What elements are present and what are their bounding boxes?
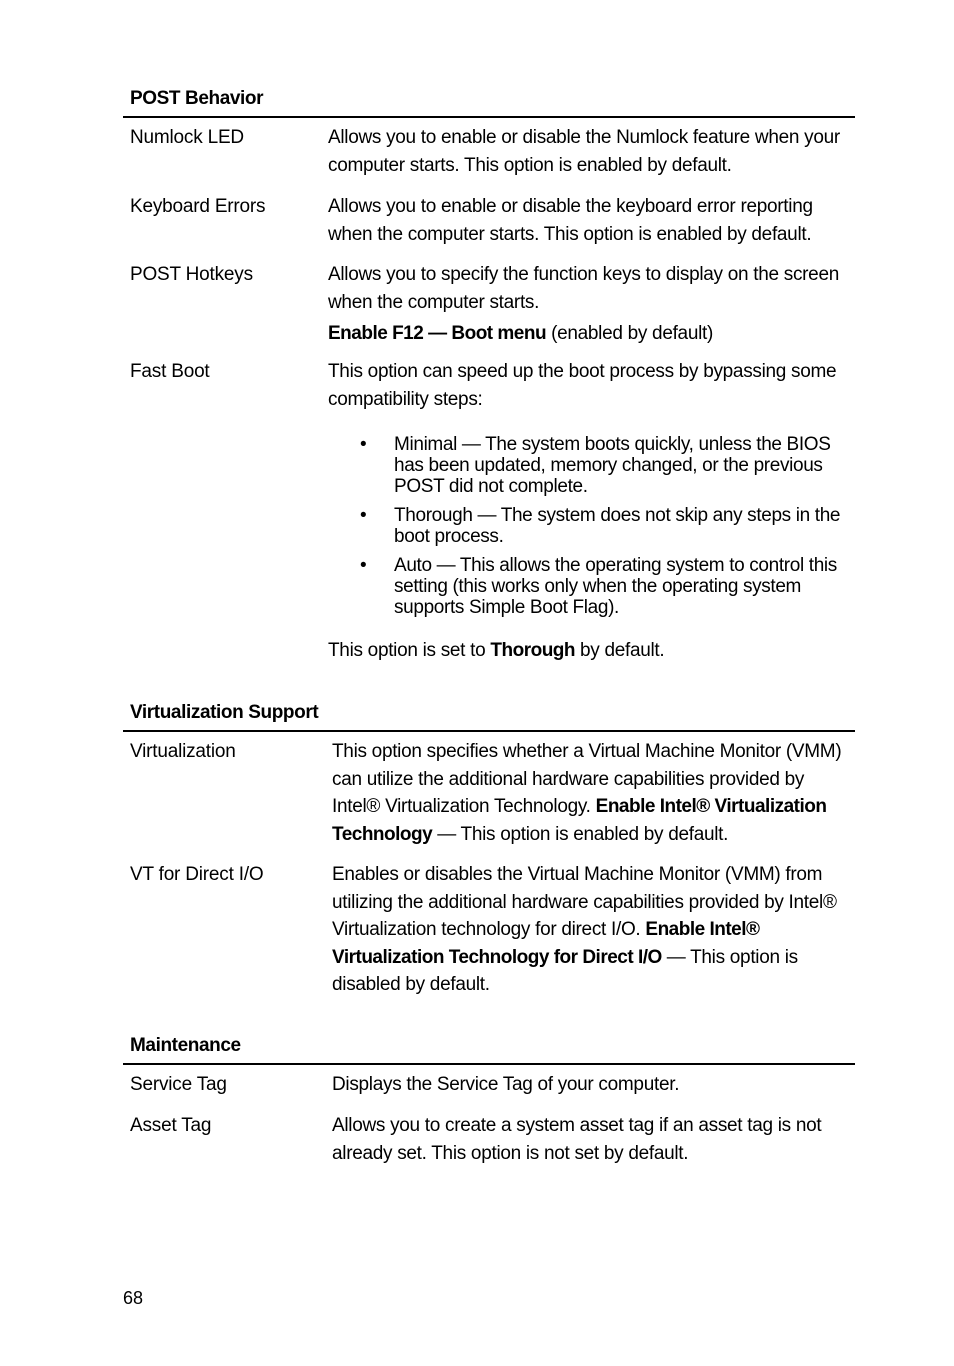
post-hotkeys-option-bold: Enable F12 — Boot menu bbox=[328, 323, 547, 344]
term-keyboard-errors: Keyboard Errors bbox=[130, 196, 266, 217]
desc-post-hotkeys: Allows you to specify the function keys to display on the screen when the computer starts. bbox=[328, 264, 839, 313]
term-numlock-led: Numlock LED bbox=[130, 127, 244, 148]
bullet-icon: • bbox=[360, 434, 367, 455]
post-hotkeys-option-rest: (enabled by default) bbox=[546, 323, 714, 344]
page-number: 68 bbox=[123, 1288, 144, 1308]
term-service-tag: Service Tag bbox=[130, 1074, 227, 1095]
desc-service-tag: Displays the Service Tag of your computer. bbox=[332, 1074, 680, 1095]
fast-boot-default-post: by default. bbox=[575, 640, 665, 661]
list-item bbox=[360, 505, 852, 547]
section-title-virtualization-support: Virtualization Support bbox=[130, 702, 319, 723]
term-vt-direct-io: VT for Direct I/O bbox=[130, 864, 264, 885]
desc-virtualization-option: Enable Intel® Virtualization Technology bbox=[332, 796, 827, 845]
desc-vt-direct-io-pre: Enables or disables the Virtual Machine Monitor (VMM) from utilizing the additional hardware capabilities provided by Intel® Virtualization technology for direct I/O. bbox=[332, 864, 837, 940]
list-item-text: Minimal — The system boots quickly, unless the BIOS has been updated, memory changed, or the previous POST did not complete. bbox=[394, 434, 831, 497]
desc-virtualization bbox=[332, 738, 844, 848]
fast-boot-default-value: Thorough bbox=[490, 640, 576, 661]
section-divider bbox=[123, 730, 855, 732]
bullet-icon: • bbox=[360, 555, 367, 576]
desc-virtualization-post: — This option is enabled by default. bbox=[432, 823, 729, 845]
list-item-text: Thorough — The system does not skip any steps in the boot process. bbox=[394, 505, 841, 547]
desc-virtualization-pre: This option specifies whether a Virtual Machine Monitor (VMM) can utilize the additional hardware capabilities provided by Intel® Virtualization Technology. bbox=[332, 741, 842, 817]
term-virtualization: Virtualization bbox=[130, 741, 236, 762]
section-divider bbox=[123, 1063, 855, 1065]
section-divider bbox=[123, 116, 855, 118]
desc-vt-direct-io-post: — This option is disabled by default. bbox=[332, 946, 798, 995]
desc-asset-tag: Allows you to create a system asset tag if an asset tag is not already set. This option is not set by default. bbox=[332, 1115, 822, 1164]
bullet-icon: • bbox=[360, 505, 367, 526]
section-title-post-behavior: POST Behavior bbox=[130, 88, 264, 109]
post-hotkeys-option bbox=[328, 320, 853, 348]
term-fast-boot: Fast Boot bbox=[130, 361, 210, 382]
fast-boot-default bbox=[328, 637, 853, 665]
desc-keyboard-errors: Allows you to enable or disable the keyboard error reporting when the computer starts. This option is enabled by default. bbox=[328, 196, 813, 245]
desc-numlock-led: Allows you to enable or disable the Numlock feature when your computer starts. This option is enabled by default. bbox=[328, 127, 840, 176]
desc-fast-boot: This option can speed up the boot process by bypassing some compatibility steps: bbox=[328, 361, 837, 410]
desc-vt-direct-io bbox=[332, 861, 837, 999]
fast-boot-default-pre: This option is set to bbox=[328, 640, 491, 661]
list-item-text: Auto — This allows the operating system to control this setting (this works only when the operating system supports Simple Boot Flag). bbox=[394, 555, 837, 618]
list-item bbox=[360, 555, 852, 618]
term-asset-tag: Asset Tag bbox=[130, 1115, 212, 1136]
desc-vt-direct-io-option: Enable Intel® Virtualization Technology for Direct I/O bbox=[332, 919, 760, 968]
section-title-maintenance: Maintenance bbox=[130, 1035, 241, 1056]
term-post-hotkeys: POST Hotkeys bbox=[130, 264, 253, 285]
list-item bbox=[360, 434, 852, 497]
fast-boot-options-list bbox=[360, 434, 852, 626]
